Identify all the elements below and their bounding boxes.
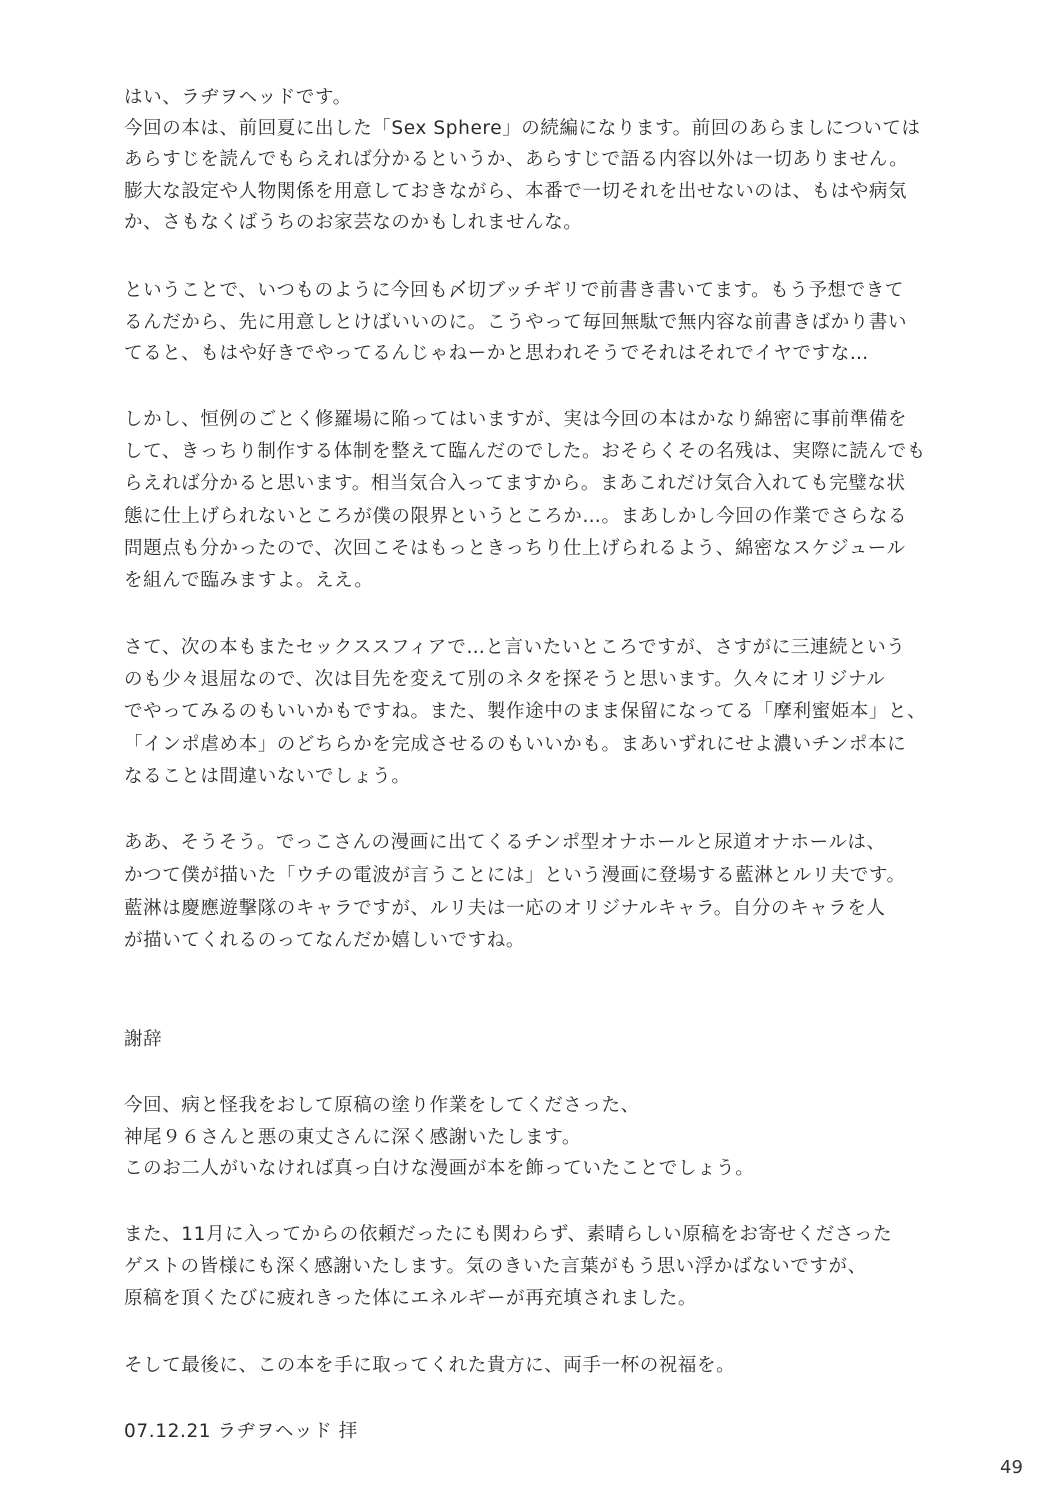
text-line: また、11月に入ってからの依頼だったにも関わらず、素晴らしい原稿をお寄せくださった bbox=[124, 1224, 893, 1245]
text-line: 「インポ虐め本」のどちらかを完成させるのもいいかも。まあいずれにせよ濃いチンポ本に bbox=[124, 734, 907, 755]
text-line: さて、次の本もまたセックススフィアで…と言いたいところですが、さすがに三連続という bbox=[124, 637, 906, 658]
text-line: 今回、病と怪我をおして原稿の塗り作業をしてくださった、 bbox=[124, 1095, 640, 1116]
text-line: 藍淋は慶應遊撃隊のキャラですが、ルリ夫は一応のオリジナルキャラ。自分のキャラを人 bbox=[124, 898, 886, 919]
text-line: ということで、いつものように今回も〆切ブッチギリで前書き書いてます。もう予想できて bbox=[124, 280, 904, 301]
text-line: 原稿を頂くたびに疲れきった体にエネルギーが再充填されました。 bbox=[124, 1288, 698, 1309]
text-line: 態に仕上げられないところが僕の限界というところか…。まあしかし今回の作業でさらなる bbox=[124, 506, 908, 527]
text-line: でやってみるのもいいかもですね。また、製作途中のまま保留になってる「摩利蜜姫本」と、 bbox=[124, 701, 927, 722]
text-line: のも少々退屈なので、次は目先を変えて別のネタを探そうと思います。久々にオリジナル bbox=[124, 669, 886, 690]
text-line: はい、ラヂヲヘッドです。 bbox=[124, 87, 352, 108]
text-line: 神尾９６さんと悪の東丈さんに深く感謝いたします。 bbox=[124, 1127, 581, 1148]
text-line: 問題点も分かったので、次回こそはもっときっちり仕上げられるよう、綿密なスケジュール bbox=[124, 538, 906, 559]
text-line: して、きっちり制作する体制を整えて臨んだのでした。おそらくその名残は、実際に読んでも bbox=[124, 441, 926, 462]
text-line: このお二人がいなければ真っ白けな漫画が本を飾っていたことでしょう。 bbox=[124, 1158, 755, 1179]
text-line: なることは間違いないでしょう。 bbox=[124, 766, 411, 787]
text-line: が描いてくれるのってなんだか嬉しいですね。 bbox=[124, 930, 525, 951]
text-line: しかし、恒例のごとく修羅場に陥ってはいますが、実は今回の本はかなり綿密に事前準備を bbox=[124, 409, 908, 430]
text-line: 膨大な設定や人物関係を用意しておきながら、本番で一切それを出せないのは、もはや病気 bbox=[124, 181, 908, 202]
text-line: てると、もはや好きでやってるんじゃねーかと思われそうでそれはそれでイヤですな… bbox=[124, 343, 869, 364]
signature: 07.12.21 ラヂヲヘッド 拝 bbox=[124, 1421, 358, 1442]
text-line: そして最後に、この本を手に取ってくれた貴方に、両手一杯の祝福を。 bbox=[124, 1355, 736, 1376]
text-line: か、さもなくばうちのお家芸なのかもしれませんな。 bbox=[124, 212, 583, 233]
text-line: ああ、そうそう。でっこさんの漫画に出てくるチンポ型オナホールと尿道オナホールは、 bbox=[124, 832, 886, 853]
acknowledgments-heading: 謝辞 bbox=[124, 1029, 163, 1050]
page-number: 49 bbox=[1000, 1457, 1023, 1478]
text-line: かつて僕が描いた「ウチの電波が言うことには」という漫画に登場する藍淋とルリ夫です。 bbox=[124, 865, 906, 886]
text-line: るんだから、先に用意しとけばいいのに。こうやって毎回無駄で無内容な前書きばかり書い bbox=[124, 312, 908, 333]
text-line: あらすじを読んでもらえれば分かるというか、あらすじで語る内容以外は一切ありません。 bbox=[124, 149, 909, 170]
text-line: 今回の本は、前回夏に出した「Sex Sphere」の続編になります。前回のあらましについては bbox=[124, 118, 921, 139]
text-line: らえれば分かると思います。相当気合入ってますから。まあこれだけ気合入れても完璧な状 bbox=[124, 473, 906, 494]
text-line: ゲストの皆様にも深く感謝いたします。気のきいた言葉がもう思い浮かばないですが、 bbox=[124, 1256, 867, 1277]
text-line: を組んで臨みますよ。ええ。 bbox=[124, 570, 374, 591]
